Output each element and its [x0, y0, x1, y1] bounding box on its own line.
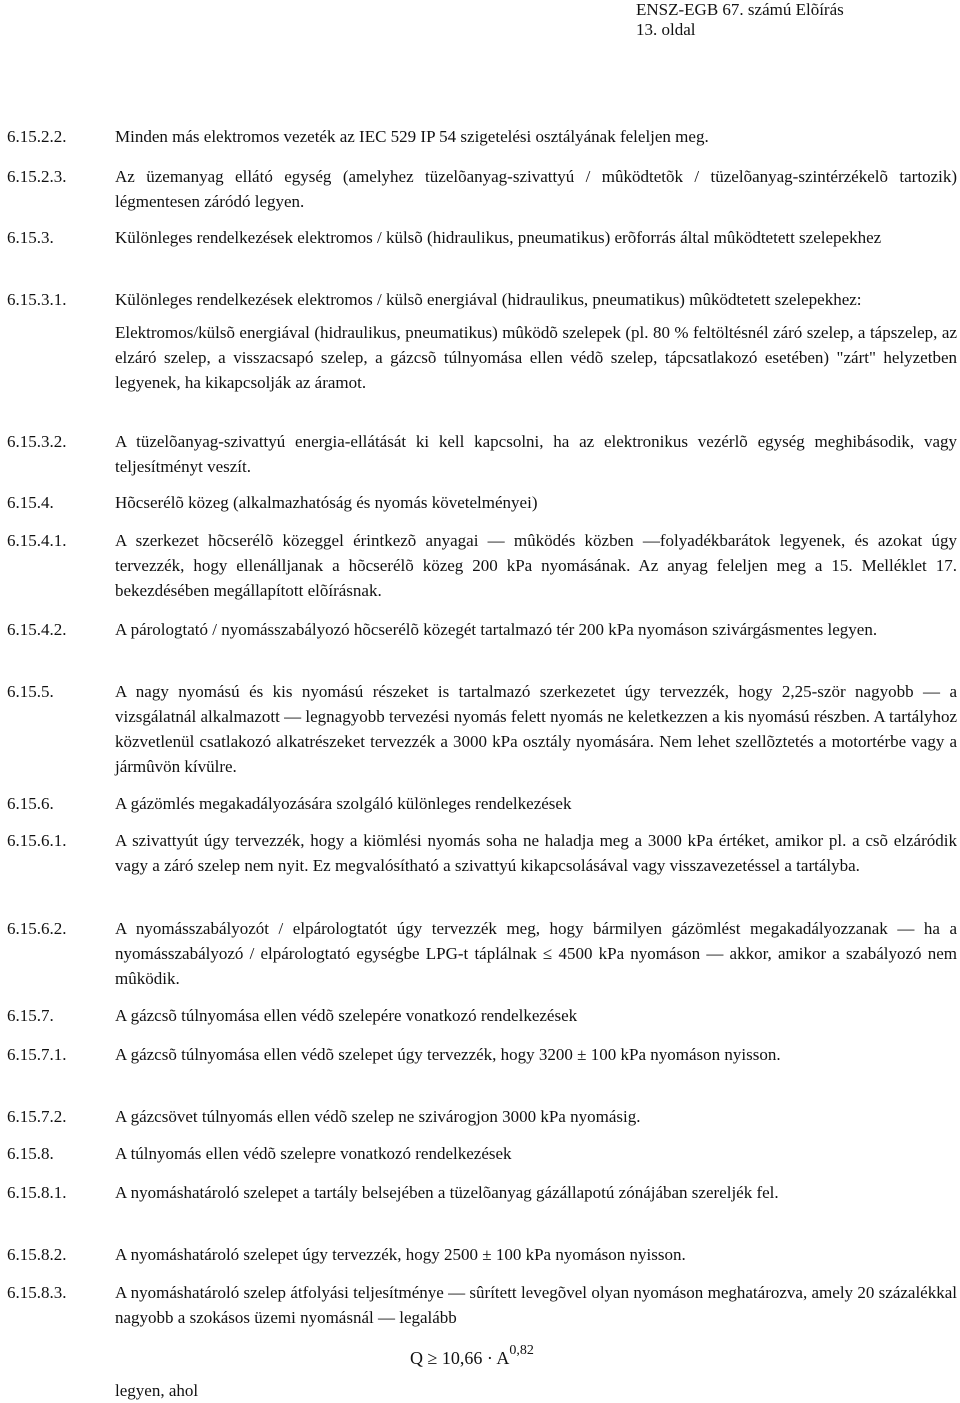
section-6-15-6-1	[7, 828, 957, 878]
section-text: A gázcsõ túlnyomása ellen védõ szelepet úgy tervezzék, hogy 3200 ± 100 kPa nyomáson nyisson.	[115, 1045, 781, 1064]
section-6-15-3-1	[7, 287, 957, 395]
section-6-15-4	[7, 490, 957, 515]
section-text: A párologtató / nyomásszabályozó hõcserélõ közegét tartalmazó tér 200 kPa nyomáson szivárgásmentes legyen.	[115, 620, 878, 639]
page-header	[636, 0, 844, 40]
section-number: 6.15.3.2.	[7, 432, 67, 451]
section-text: Különleges rendelkezések elektromos / külsõ energiával (hidraulikus, pneumatikus) mûködtetett szelepekhez:	[115, 290, 862, 309]
section-number: 6.15.8.1.	[7, 1183, 67, 1202]
section-text: Minden más elektromos vezeték az IEC 529 IP 54 szigetelési osztályának feleljen meg.	[115, 127, 709, 146]
section-text: A nyomáshatároló szelep átfolyási teljesítménye — sûrített levegõvel olyan nyomáson meghatározva, amely 20 százalékkal nagyobb a szokásos üzemi nyomásnál — legalább	[115, 1283, 957, 1327]
section-number: 6.15.7.2.	[7, 1107, 67, 1126]
trailing-text: legyen, ahol	[115, 1381, 199, 1400]
section-text: A gázömlés megakadályozására szolgáló különleges rendelkezések	[115, 794, 572, 813]
section-text: A gázcsõ túlnyomása ellen védõ szelepére vonatkozó rendelkezések	[115, 1006, 578, 1025]
section-6-15-8-1	[7, 1180, 957, 1205]
section-number: 6.15.7.	[7, 1006, 54, 1025]
section-text: A gázcsövet túlnyomás ellen védõ szelep ne szivárogjon 3000 kPa nyomásig.	[115, 1107, 641, 1126]
page-number: 13. oldal	[636, 20, 696, 39]
section-6-15-7-2	[7, 1104, 957, 1129]
section-number: 6.15.3.1.	[7, 290, 67, 309]
section-number: 6.15.2.3.	[7, 167, 67, 186]
section-number: 6.15.4.2.	[7, 620, 67, 639]
section-6-15-8	[7, 1141, 957, 1166]
section-number: 6.15.5.	[7, 682, 54, 701]
section-6-15-3	[7, 225, 957, 250]
document-title: ENSZ-EGB 67. számú Elõírás	[636, 0, 844, 19]
section-6-15-2-3	[7, 164, 957, 214]
section-number: 6.15.7.1.	[7, 1045, 67, 1064]
section-number: 6.15.3.	[7, 228, 54, 247]
section-text: A nyomásszabályozót / elpárologtatót úgy tervezzék meg, hogy bármilyen gázömlést megakadályozzanak — ha a nyomásszabályozó / elpárologtató egységbe LPG-t táplálnak ≤ 4500 kPa nyomáson — akkor, amikor a szabályozó nem mûködik.	[115, 919, 957, 988]
section-6-15-8-3	[7, 1280, 957, 1330]
formula-main: Q ≥ 10,66 · A	[410, 1348, 510, 1368]
section-6-15-4-1	[7, 528, 957, 603]
section-number: 6.15.8.3.	[7, 1283, 67, 1302]
section-6-15-5	[7, 679, 957, 779]
section-6-15-7-1	[7, 1042, 957, 1067]
section-text: A szivattyút úgy tervezzék, hogy a kiömlési nyomás soha ne haladja meg a 3000 kPa értéket, amikor pl. a csõ elzáródik vagy a záró szelep nem nyit. Ez megvalósítható a szivattyú kikapcsolásával vagy visszavezetéssel a tartályba.	[115, 831, 957, 875]
section-6-15-2-2	[7, 124, 957, 149]
section-text: Az üzemanyag ellátó egység (amelyhez tüzelõanyag-szivattyú / mûködtetõk / tüzelõanyag-szintérzékelõ tartozik) légmentesen záródó legyen.	[115, 167, 957, 211]
section-6-15-6-2	[7, 916, 957, 991]
formula-exponent: 0,82	[509, 1343, 534, 1358]
section-text: A nagy nyomású és kis nyomású részeket is tartalmazó szerkezetet úgy tervezzék, hogy 2,25-ször nagyobb — a vizsgálatnál alkalmazott — legnagyobb tervezési nyomás felett nyomás ne keletkezzen a kis nyomású részben. A tartályhoz közvetlenül csatlakozó alkatrészeket tervezzék a 3000 kPa osztály nyomására. Nem lehet szellõztetés a motortérbe vagy a jármûvön kívülre.	[115, 682, 957, 776]
section-text: Hõcserélõ közeg (alkalmazhatóság és nyomás követelményei)	[115, 493, 538, 512]
section-6-15-8-2	[7, 1242, 957, 1267]
section-number: 6.15.8.	[7, 1144, 54, 1163]
section-number: 6.15.6.	[7, 794, 54, 813]
section-text: Különleges rendelkezések elektromos / külsõ (hidraulikus, pneumatikus) erõforrás által mûködtetett szelepekhez	[115, 228, 882, 247]
section-6-15-4-2	[7, 617, 957, 642]
section-text: A szerkezet hõcserélõ közeggel érintkezõ anyagai — mûködés közben —folyadékbarátok legyenek, és azokat úgy tervezzék, hogy ellenálljanak a hõcserélõ közeg 200 kPa nyomásának. Az anyag feleljen meg a 15. Melléklet 17. bekezdésében megállapított elõírásnak.	[115, 531, 957, 600]
section-text: A nyomáshatároló szelepet úgy tervezzék, hogy 2500 ± 100 kPa nyomáson nyisson.	[115, 1245, 686, 1264]
section-text-continued: Elektromos/külsõ energiával (hidraulikus, pneumatikus) mûködõ szelepek (pl. 80 % feltöltésnél záró szelep, a tápszelep, az elzáró szelep, a visszacsapó szelep, a gázcsõ túlnyomása ellen védõ szelep, tápcsatlakozó esetében) "zárt" helyzetben legyenek, ha kikapcsolják az áramot.	[115, 323, 957, 392]
section-number: 6.15.4.1.	[7, 531, 67, 550]
section-text: A nyomáshatároló szelepet a tartály belsejében a tüzelõanyag gázállapotú zónájában szereljék fel.	[115, 1183, 779, 1202]
section-6-15-3-2	[7, 429, 957, 479]
section-number: 6.15.4.	[7, 493, 54, 512]
section-text: A túlnyomás ellen védõ szelepre vonatkozó rendelkezések	[115, 1144, 512, 1163]
section-number: 6.15.6.1.	[7, 831, 67, 850]
section-number: 6.15.2.2.	[7, 127, 67, 146]
section-number: 6.15.8.2.	[7, 1245, 67, 1264]
section-text: A tüzelõanyag-szivattyú energia-ellátását ki kell kapcsolni, ha az elektronikus vezérlõ egység meghibásodik, vagy teljesítményt veszít.	[115, 432, 957, 476]
section-number: 6.15.6.2.	[7, 919, 67, 938]
flow-formula	[410, 1343, 534, 1376]
section-6-15-7	[7, 1003, 957, 1028]
section-6-15-6	[7, 791, 957, 816]
